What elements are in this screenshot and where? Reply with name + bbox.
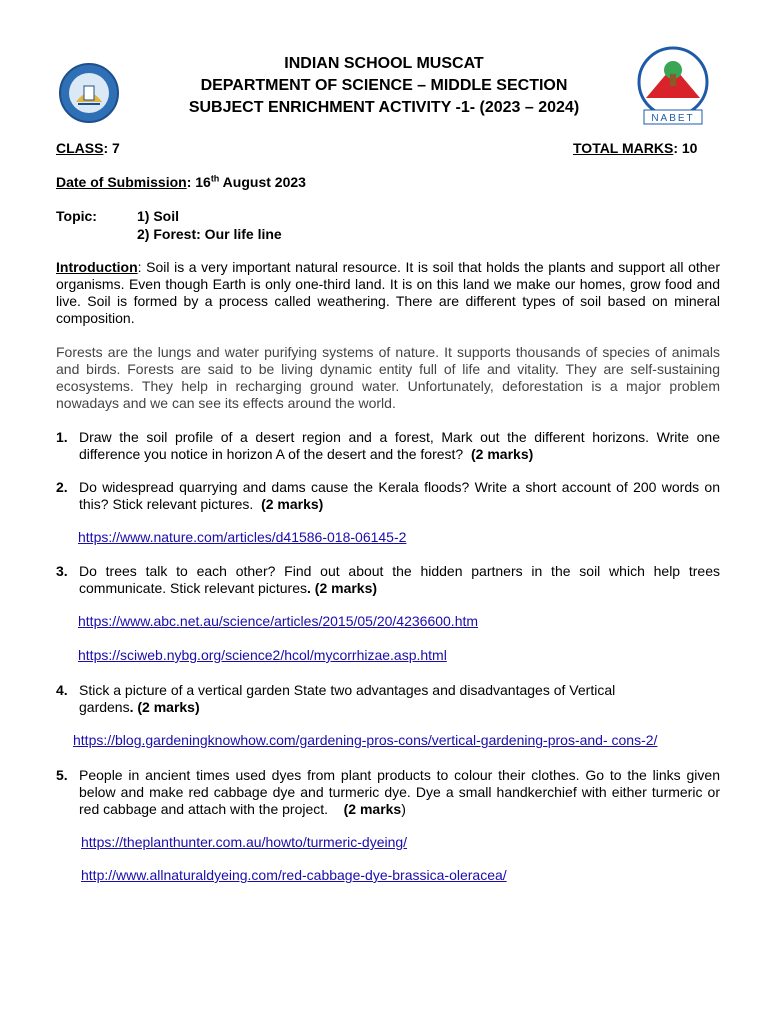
question-3-number: 3. (56, 563, 68, 579)
link-nature[interactable]: https://www.nature.com/articles/d41586-018-06145-2 (78, 529, 407, 545)
class-value: : 7 (103, 140, 120, 156)
date-rest: August 2023 (219, 174, 306, 190)
date-sup: th (210, 173, 220, 184)
forest-paragraph: Forests are the lungs and water purifying systems of nature. It supports thousands of species of animals and birds. Forests are said to be living dynamic entity full of life and vitality. They are self-sustaining ecosystems. They help in recharging ground water. Unfortunately, deforestation is a major problem nowadays and we can see its effects around the world. (56, 344, 720, 411)
date-day: : 16 (186, 174, 211, 190)
total-marks-value: : 10 (673, 140, 698, 156)
question-2-text: Do widespread quarrying and dams cause the Kerala floods? Write a short account of 200 words on this? Stick relevant pictures. (79, 479, 720, 512)
question-5-number: 5. (56, 767, 68, 783)
question-3-text-end: . Stick relevant pictures (162, 580, 307, 596)
question-1-number: 1. (56, 429, 68, 445)
question-3-marks-prefix: . (307, 580, 315, 596)
class-line (56, 140, 120, 157)
total-marks-label: TOTAL MARKS (573, 140, 674, 156)
question-1-text: Draw the soil profile of a desert region and a forest, Mark out the different horizons. Write one difference you notice in horizon A of the desert and the forest? (79, 429, 720, 462)
topic-1: 1) Soil (137, 208, 180, 224)
department-title: DEPARTMENT OF SCIENCE – MIDDLE SECTION (200, 77, 568, 94)
question-4-text-line2: gardens (79, 699, 130, 715)
question-5-text: People in ancient times used dyes from plant products to colour their clothes. Go to the links given below and make red cabbage dye and turmeric dye. Dye a small handkerchief with either turmeric or red cabbage and attach with the project. (79, 767, 720, 817)
total-marks-line (573, 140, 697, 157)
link-abc[interactable]: https://www.abc.net.au/science/articles/2015/05/20/4236600.htm (78, 613, 479, 629)
topic-label: Topic: (56, 208, 97, 224)
question-2 (79, 479, 720, 513)
question-4-line2 (79, 699, 200, 716)
link-sciweb[interactable]: https://sciweb.nybg.org/science2/hcol/mycorrhizae.asp.html (78, 647, 447, 663)
question-1-marks: (2 marks) (471, 446, 534, 462)
activity-title: SUBJECT ENRICHMENT ACTIVITY -1- (2023 – 2024) (188, 99, 580, 116)
question-3-marks: (2 marks) (314, 580, 378, 596)
link-planthunter[interactable]: https://theplanthunter.com.au/howto/turmeric-dyeing/ (81, 834, 408, 850)
date-label: Date of Submission (56, 174, 187, 190)
introduction (56, 259, 720, 327)
intro-label: Introduction (56, 259, 138, 275)
question-2-marks: (2 marks) (261, 496, 324, 512)
school-name: INDIAN SCHOOL MUSCAT (284, 55, 484, 72)
question-3 (79, 563, 720, 597)
link-allnaturaldyeing[interactable]: http://www.allnaturaldyeing.com/red-cabbage-dye-brassica-oleracea/ (81, 867, 507, 883)
question-5 (79, 767, 720, 818)
class-label: CLASS (56, 140, 104, 156)
intro-text: : Soil is a very important natural resource. It is soil that holds the plants and support all other organisms. Even though Earth is only one-third land. It is on this land we make our homes, grow food and live. Soil is formed by a process called weathering. There are different types of soil based on mineral composition. (56, 259, 720, 326)
nabet-text: NABET (651, 113, 695, 124)
question-3-text: Do trees talk to each other? Find out about the hidden partners in the soil which help trees communicate (79, 563, 720, 596)
topic-2: 2) Forest: Our life line (137, 226, 282, 242)
question-5-marks: (2 marks (343, 801, 402, 817)
question-1 (79, 429, 720, 463)
question-4-number: 4. (56, 682, 68, 698)
question-4-marks: . (2 marks) (129, 699, 200, 715)
question-2-number: 2. (56, 479, 68, 495)
question-5-marks-close: ) (401, 801, 406, 817)
submission-date (56, 174, 306, 191)
question-4-line1: Stick a picture of a vertical garden State two advantages and disadvantages of Vertical (79, 682, 616, 698)
link-gardeningknowhow[interactable]: https://blog.gardeningknowhow.com/gardening-pros-cons/vertical-gardening-pros-and- cons-2/ (73, 732, 658, 748)
